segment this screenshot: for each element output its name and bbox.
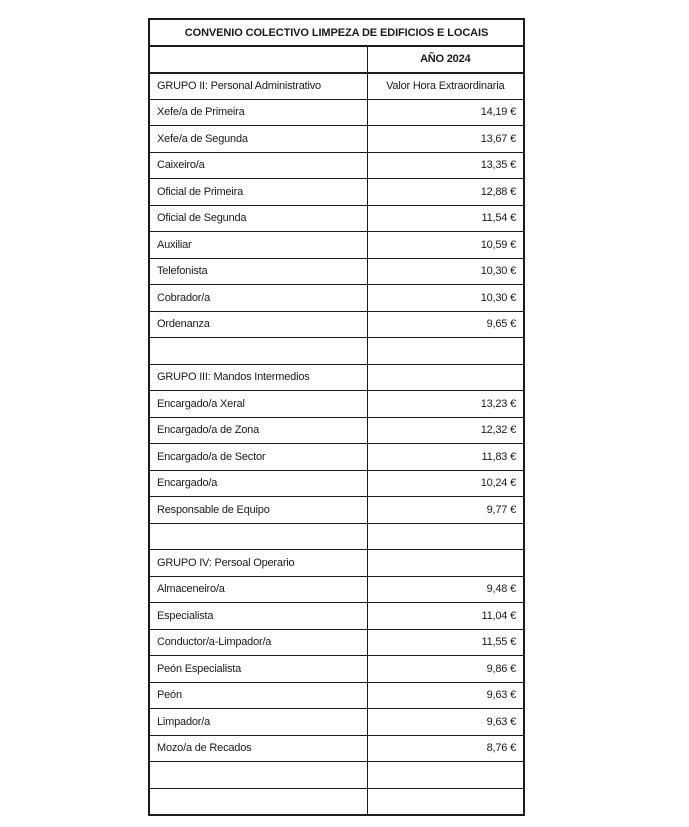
empty-cell [367,523,524,550]
job-label-cell: Encargado/a Xeral [149,391,367,418]
spacer-row [149,762,524,789]
spacer-row [149,523,524,550]
year-header-cell: AÑO 2024 [367,46,524,73]
rate-value-cell: 11,04 € [367,603,524,630]
rate-value-cell: 10,24 € [367,470,524,497]
table-row [149,258,524,285]
rate-value-cell: 10,59 € [367,232,524,259]
table-row [149,232,524,259]
empty-cell [367,550,524,577]
job-label-cell: Cobrador/a [149,285,367,312]
job-label-cell: Peón Especialista [149,656,367,683]
job-label-cell: Especialista [149,603,367,630]
rate-value-cell: 11,54 € [367,205,524,232]
table-row [149,656,524,683]
empty-cell [149,788,367,815]
table-row [149,709,524,736]
rate-value-cell: 13,35 € [367,152,524,179]
job-label-cell: Oficial de Primeira [149,179,367,206]
job-label-cell: Xefe/a de Primeira [149,99,367,126]
table-row [149,391,524,418]
rate-value-cell: 14,19 € [367,99,524,126]
job-label-cell: Oficial de Segunda [149,205,367,232]
table-row [149,311,524,338]
table-row [149,73,524,100]
group-header-cell: GRUPO II: Personal Administrativo [149,73,367,100]
empty-cell [149,523,367,550]
rate-value-cell: 9,63 € [367,682,524,709]
table-title-row [149,19,524,46]
rate-value-cell: 9,63 € [367,709,524,736]
table-row [149,285,524,312]
job-label-cell: Caixeiro/a [149,152,367,179]
job-label-cell: Encargado/a de Zona [149,417,367,444]
table-row [149,603,524,630]
group-header-cell: GRUPO IV: Persoal Operario [149,550,367,577]
value-column-header-cell: Valor Hora Extraordinaria [367,73,524,100]
table-row [149,46,524,73]
empty-cell [367,762,524,789]
table-title: CONVENIO COLECTIVO LIMPEZA DE EDIFICIOS E LOCAIS [149,19,524,46]
rate-value-cell: 10,30 € [367,258,524,285]
spacer-row [149,788,524,815]
rate-value-cell: 11,55 € [367,629,524,656]
job-label-cell: Limpador/a [149,709,367,736]
rate-value-cell: 13,67 € [367,126,524,153]
table-row [149,417,524,444]
rate-value-cell: 13,23 € [367,391,524,418]
job-label-cell: Encargado/a [149,470,367,497]
rate-value-cell: 8,76 € [367,735,524,762]
spacer-row [149,338,524,365]
job-label-cell: Ordenanza [149,311,367,338]
rate-value-cell: 9,48 € [367,576,524,603]
job-label-cell: Mozo/a de Recados [149,735,367,762]
rate-value-cell: 9,77 € [367,497,524,524]
empty-cell [149,46,367,73]
job-label-cell: Conductor/a-Limpador/a [149,629,367,656]
rate-value-cell: 9,65 € [367,311,524,338]
rate-value-cell: 12,32 € [367,417,524,444]
job-label-cell: Encargado/a de Sector [149,444,367,471]
empty-cell [149,338,367,365]
job-label-cell: Peón [149,682,367,709]
table-row [149,576,524,603]
group-header-cell: GRUPO III: Mandos Intermedios [149,364,367,391]
empty-cell [367,788,524,815]
rate-value-cell: 11,83 € [367,444,524,471]
table-row [149,205,524,232]
table-row [149,99,524,126]
job-label-cell: Responsable de Equipo [149,497,367,524]
rate-value-cell: 12,88 € [367,179,524,206]
job-label-cell: Telefonista [149,258,367,285]
table-row [149,364,524,391]
job-label-cell: Xefe/a de Segunda [149,126,367,153]
table-row [149,126,524,153]
empty-cell [367,338,524,365]
convenio-rates-table [148,18,525,816]
empty-cell [149,762,367,789]
table-row [149,735,524,762]
table-row [149,682,524,709]
empty-cell [367,364,524,391]
table-row [149,470,524,497]
rate-value-cell: 10,30 € [367,285,524,312]
table-row [149,152,524,179]
job-label-cell: Auxiliar [149,232,367,259]
rate-value-cell: 9,86 € [367,656,524,683]
table-row [149,629,524,656]
table-row [149,550,524,577]
table-row [149,497,524,524]
job-label-cell: Almaceneiro/a [149,576,367,603]
table-row [149,179,524,206]
table-row [149,444,524,471]
